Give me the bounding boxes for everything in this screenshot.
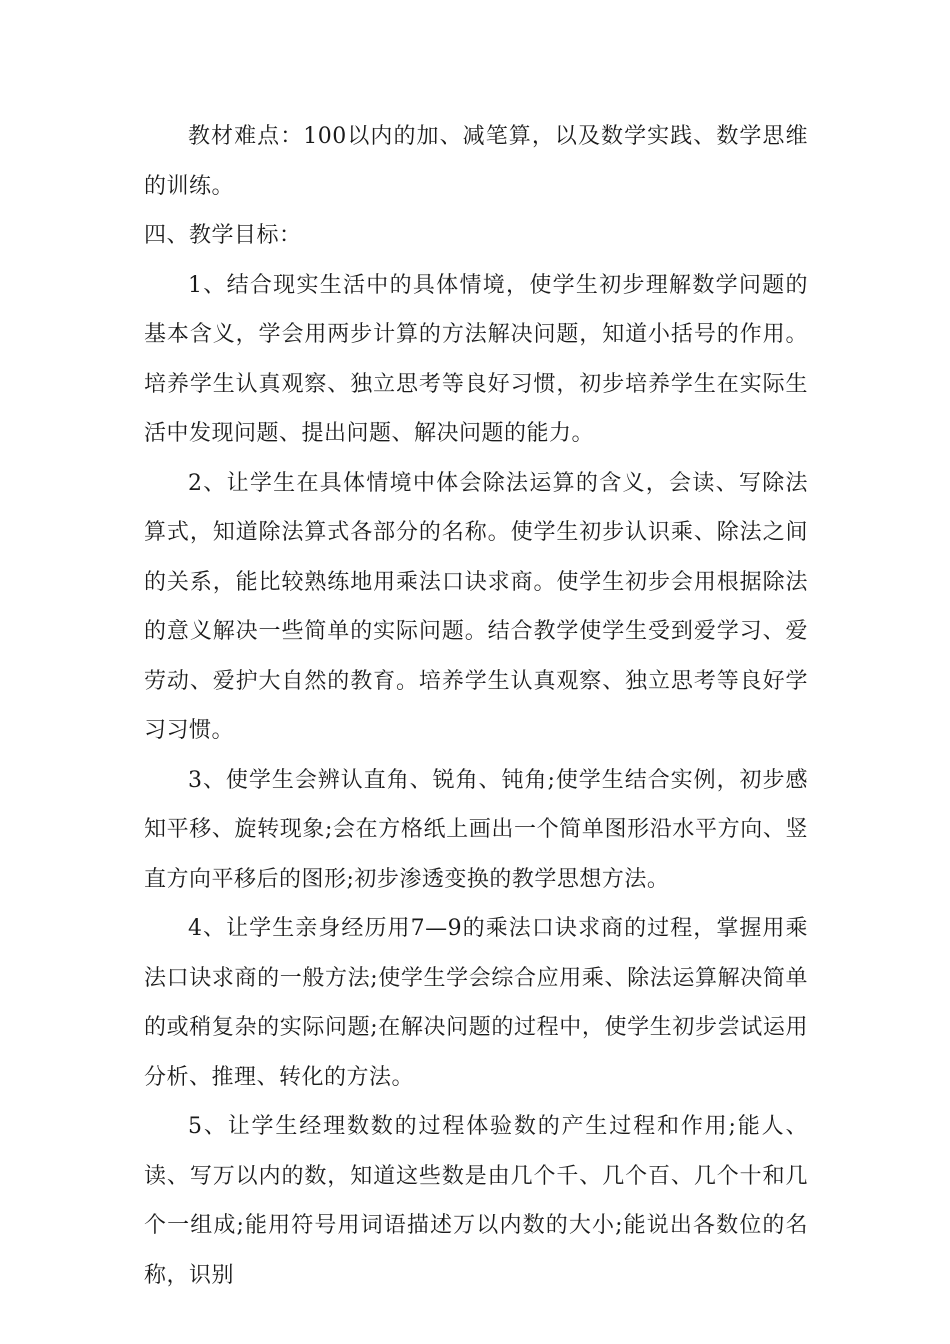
paragraph-objective-2: 2、让学生在具体情境中体会除法运算的含义，会读、写除法算式，知道除法算式各部分的名称。使学生初步认识乘、除法之间的关系，能比较熟练地用乘法口诀求商。使学生初步会用根据除法的意义解决一些简单的实际问题。结合教学使学生受到爱学习、爱劳动、爱护大自然的教育。培养学生认真观察、独立思考等良好学习习惯。 xyxy=(144,470,808,743)
paragraph-difficulty: 教材难点：100以内的加、减笔算，以及数学实践、数学思维的训练。 xyxy=(144,124,808,199)
section-heading-objectives: 四、教学目标： xyxy=(144,223,302,248)
paragraph-objective-1: 1、结合现实生活中的具体情境，使学生初步理解数学问题的基本含义，学会用两步计算的方法解决问题，知道小括号的作用。培养学生认真观察、独立思考等良好习惯，初步培养学生在实际生活中发现问题、提出问题、解决问题的能力。 xyxy=(144,272,808,446)
paragraph-objective-4: 4、让学生亲身经历用7—9的乘法口诀求商的过程，掌握用乘法口诀求商的一般方法;使学生学会综合应用乘、除法运算解决简单的或稍复杂的实际问题;在解决问题的过程中，使学生初步尝试运用分析、推理、转化的方法。 xyxy=(144,916,808,1090)
paragraph-objective-5: 5、让学生经理数数的过程体验数的产生过程和作用;能人、读、写万以内的数，知道这些数是由几个千、几个百、几个十和几个一组成;能用符号用词语描述万以内数的大小;能说出各数位的名称，识别 xyxy=(144,1114,808,1288)
document-body xyxy=(144,112,808,1300)
paragraph-objective-3: 3、使学生会辨认直角、锐角、钝角;使学生结合实例，初步感知平移、旋转现象;会在方格纸上画出一个简单图形沿水平方向、竖直方向平移后的图形;初步渗透变换的教学思想方法。 xyxy=(144,767,808,892)
